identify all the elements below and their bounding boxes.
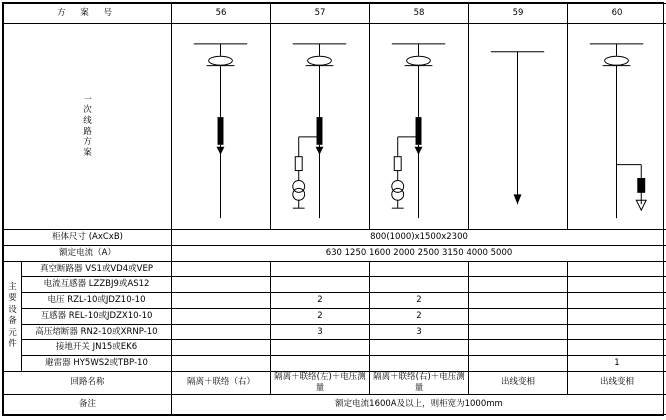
schematic-58 <box>370 23 469 229</box>
remark-value: 额定电流1600A及以上，则柜宽为1000mm <box>172 394 666 414</box>
component-earthing-59 <box>469 340 568 356</box>
circuit-name-57: 隔离＋联络(左)＋电压测量 <box>271 371 370 394</box>
diagram-label-char-1: 一 <box>4 95 171 106</box>
component-arrester-59 <box>469 355 568 371</box>
component-fuse-58: 3 <box>370 324 469 340</box>
component-earthing-56 <box>172 340 271 356</box>
schematic-56 <box>172 23 271 229</box>
diagram-row-label <box>4 23 172 229</box>
component-ct-58 <box>370 277 469 293</box>
components-group-label-text: 主要设备元件 <box>7 282 19 351</box>
cabinet-size-row <box>4 230 666 246</box>
schematic-57 <box>271 23 370 229</box>
component-ct-59 <box>469 277 568 293</box>
component-name-earthing-switch: 接地开关 JN15或EK6 <box>22 340 172 356</box>
component-name-pt-rel <box>22 308 172 324</box>
circuit-name-label: 回路名称 <box>4 371 172 394</box>
cabinet-size-value: 800(1000)x1500x2300 <box>172 230 666 246</box>
component-breaker-60 <box>568 261 666 277</box>
component-breaker-59 <box>469 261 568 277</box>
components-group-label <box>4 261 22 371</box>
component-pt-rel-60 <box>568 308 666 324</box>
component-pt-rel-58: 2 <box>370 308 469 324</box>
schematic-56-svg <box>172 29 270 225</box>
cabinet-size-label: 柜体尺寸 (AxCxB) <box>4 230 172 246</box>
schematic-59 <box>469 23 568 229</box>
header-scheme-label: 方 案 号 <box>4 4 172 24</box>
component-arrester-60: 1 <box>568 355 666 371</box>
component-fuse-56 <box>172 324 271 340</box>
component-fuse-60 <box>568 324 666 340</box>
schematic-57-svg <box>271 29 369 225</box>
schematic-58-svg <box>370 29 468 225</box>
diagram-row <box>4 23 666 229</box>
circuit-name-59: 出线变相 <box>469 371 568 394</box>
component-pt-model-1: RZL-10或JDZ10-10 <box>67 295 145 305</box>
component-pt-rzl-58: 2 <box>370 293 469 309</box>
remark-row <box>4 394 666 414</box>
component-row-ct <box>4 277 666 293</box>
component-breaker-58 <box>370 261 469 277</box>
component-name-ct: 电流互感器 LZZBJ9或AS12 <box>22 277 172 293</box>
circuit-name-58: 隔离＋联络(右)＋电压测量 <box>370 371 469 394</box>
component-row-breaker <box>4 261 666 277</box>
scheme-table <box>3 3 666 415</box>
header-scheme-56: 56 <box>172 4 271 24</box>
circuit-name-row <box>4 371 666 394</box>
component-row-earthing-switch <box>4 340 666 356</box>
header-scheme-59: 59 <box>469 4 568 24</box>
component-name-arrester: 避雷器 HY5WS2或TBP-10 <box>22 355 172 371</box>
component-pt-rzl-60 <box>568 293 666 309</box>
diagram-label-char-3: 线 <box>4 116 171 127</box>
component-pt-rzl-57: 2 <box>271 293 370 309</box>
diagram-label-char-4: 路 <box>4 127 171 138</box>
table-header-row <box>4 4 666 24</box>
header-scheme-57: 57 <box>271 4 370 24</box>
component-pt-rzl-59 <box>469 293 568 309</box>
component-name-breaker: 真空断路器 VS1或VD4或VEP <box>22 261 172 277</box>
component-arrester-56 <box>172 355 271 371</box>
component-earthing-58 <box>370 340 469 356</box>
component-ct-60 <box>568 277 666 293</box>
diagram-label-char-6: 案 <box>4 148 171 159</box>
component-name-fuse: 高压熔断器 RN2-10或XRNP-10 <box>22 324 172 340</box>
component-breaker-56 <box>172 261 271 277</box>
rated-current-label: 额定电流（A） <box>4 246 172 262</box>
component-pt-rel-56 <box>172 308 271 324</box>
schematic-60 <box>568 23 666 229</box>
schematic-60-svg <box>568 29 666 225</box>
component-breaker-57 <box>271 261 370 277</box>
component-arrester-58 <box>370 355 469 371</box>
component-pt-rel-59 <box>469 308 568 324</box>
schematic-59-svg <box>469 29 567 225</box>
component-fuse-59 <box>469 324 568 340</box>
component-pt-rzl-56 <box>172 293 271 309</box>
component-row-fuse <box>4 324 666 340</box>
component-ct-56 <box>172 277 271 293</box>
rated-current-row <box>4 246 666 262</box>
component-fuse-57: 3 <box>271 324 370 340</box>
header-scheme-60: 60 <box>568 4 666 24</box>
component-pt-prefix-2: 互感器 <box>41 311 67 321</box>
component-row-pt-rel <box>4 308 666 324</box>
rated-current-value: 630 1250 1600 2000 2500 3150 4000 5000 <box>172 246 666 262</box>
component-name-pt-rzl <box>22 293 172 309</box>
component-arrester-57 <box>271 355 370 371</box>
component-earthing-57 <box>271 340 370 356</box>
drawing-sheet <box>2 2 664 416</box>
circuit-name-60: 出线变相 <box>568 371 666 394</box>
component-row-pt-rzl <box>4 293 666 309</box>
diagram-label-char-2: 次 <box>4 105 171 116</box>
component-ct-57 <box>271 277 370 293</box>
component-pt-model-2: REL-10或JDZX10-10 <box>69 311 153 321</box>
component-pt-rel-57: 2 <box>271 308 370 324</box>
component-pt-prefix-1: 电压 <box>48 295 65 305</box>
circuit-name-56: 隔离＋联络（右） <box>172 371 271 394</box>
component-row-arrester <box>4 355 666 371</box>
component-earthing-60 <box>568 340 666 356</box>
diagram-label-char-5: 方 <box>4 137 171 148</box>
remark-label: 备注 <box>4 394 172 414</box>
header-scheme-58: 58 <box>370 4 469 24</box>
